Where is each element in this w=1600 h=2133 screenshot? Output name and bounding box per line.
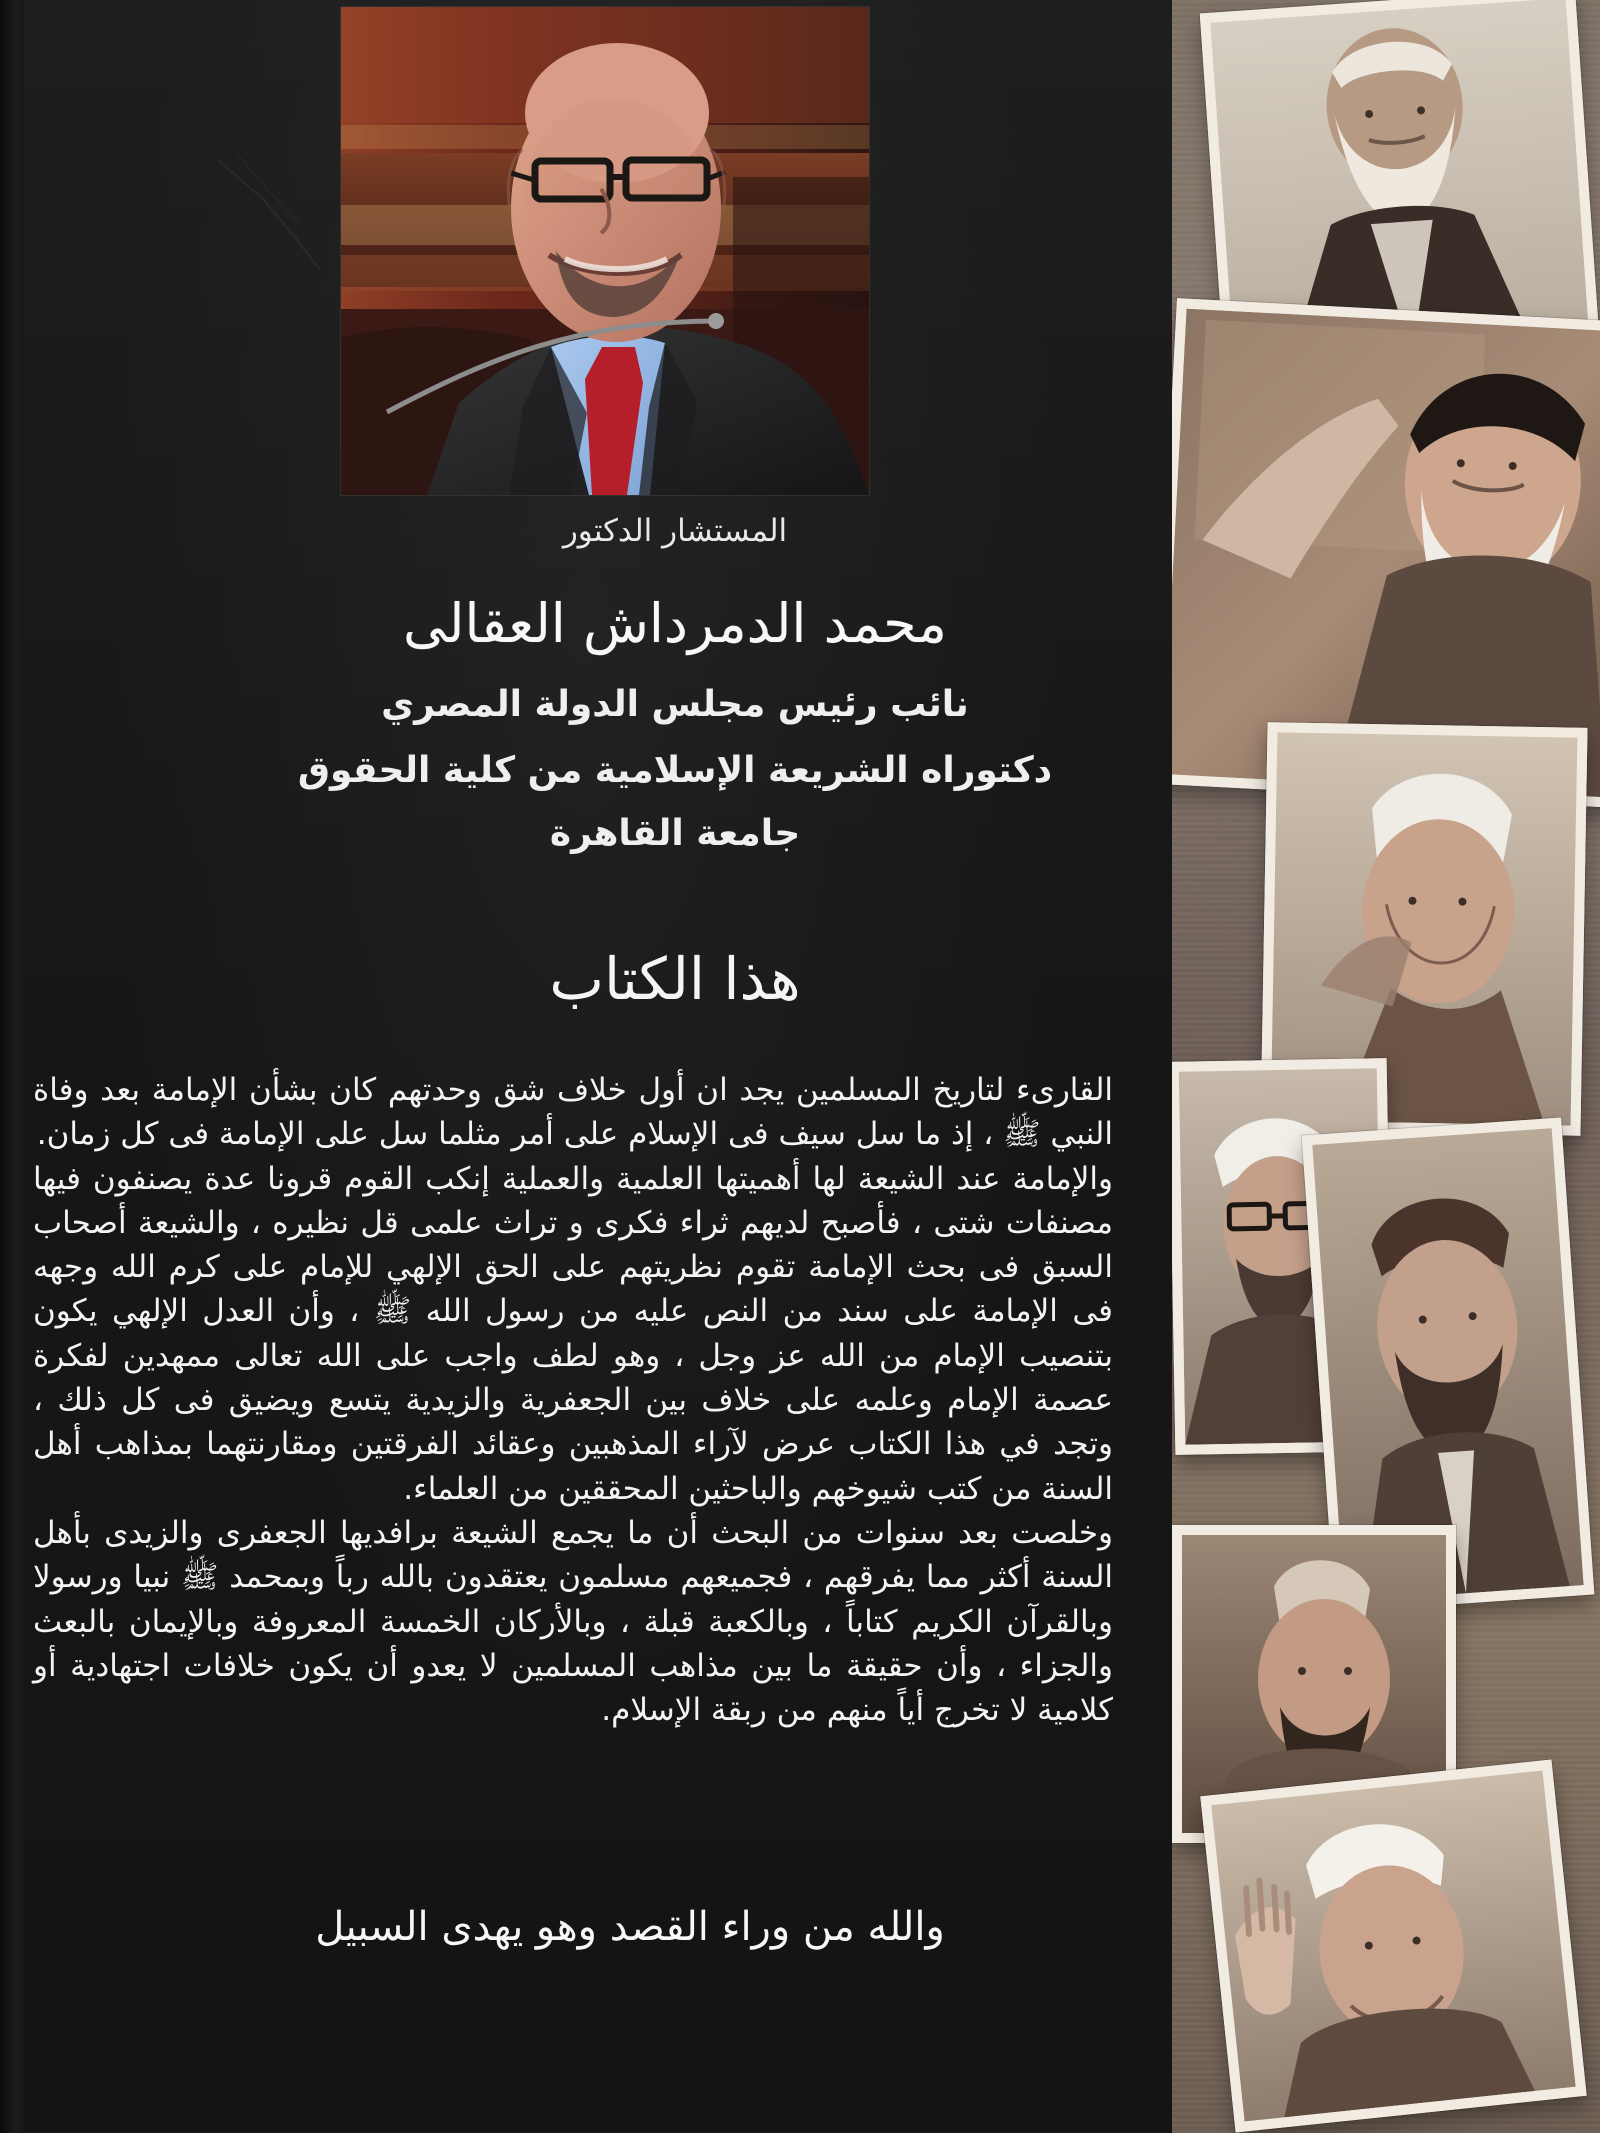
author-honorific: المستشار الدكتور [562,513,788,549]
portrait-photo-7 [1200,1759,1586,2132]
portrait-collage [1172,0,1600,2133]
author-title-line-2: دكتوراه الشريعة الإسلامية من كلية الحقوق [297,750,1053,791]
section-heading: هذا الكتاب [549,945,801,1013]
author-title-line-3: جامعة القاهرة [549,813,801,854]
closing-quote: والله من وراء القصد وهو يهدى السبيل [315,1904,945,1950]
author-photo [341,7,869,495]
cover-scratch-mark [210,140,330,280]
cover-spine-edge [0,0,24,2133]
book-description: القارىء لتاريخ المسلمين يجد ان أول خلاف شق وحدتهم كان بشأن الإمامة بعد وفاة النبي ﷺ ، إذ ما سل سيف فى الإسلام على أمر مثلما سل على الإمامة فى كل زمان. والإمامة عند الشيعة لها أهميتها العلمية والعملية إنكب القوم قرونا عدة يصنفون فيها مصنفات شتى ، فأصبح لديهم ثراء فكرى و تراث علمى قل نظيره ، والشيعة أصحاب السبق فى بحث الإمامة تقوم نظريتهم على الحق الإلهي للإمام على كرم الله وجهه فى الإمامة على سند من النص عليه من رسول الله ﷺ ، وأن العدل الإلهي يكون بتنصيب الإمام من الله عز وجل ، وهو لطف واجب على الله تعالى ممهدين لفكرة عصمة الإمام وعلمه على خلاف بين الجعفرية والزيدية يتسع ويضيق فى كل ذلك ، وتجد في هذا الكتاب عرض لآراء المذهبين وعقائد الفرقتين ومقارنتهما بمذاهب أهل السنة من كتب شيوخهم والباحثين المحققين من العلماء. وخلصت بعد سنوات من البحث أن ما يجمع الشيعة برافديها الجعفرى والزيدى بأهل السنة أكثر مما يفرقهم ، فجميعهم مسلمون يعتقدون بالله رباً وبمحمد ﷺ نبيا ورسولا وبالقرآن الكريم كتاباً ، وبالكعبة قبلة ، وبالأركان الخمسة المعروفة وبالإيمان بالبعث والجزاء ، وأن حقيقة ما بين مذاهب المسلمين لا يعدو أن يكون خلافات اجتهادية أو كلامية لا تخرج أياً منهم من ربقة الإسلام. [33,1072,1113,1729]
author-title-line-1: نائب رئيس مجلس الدولة المصري [381,684,969,725]
author-name: محمد الدمرداش العقالى [403,592,947,655]
